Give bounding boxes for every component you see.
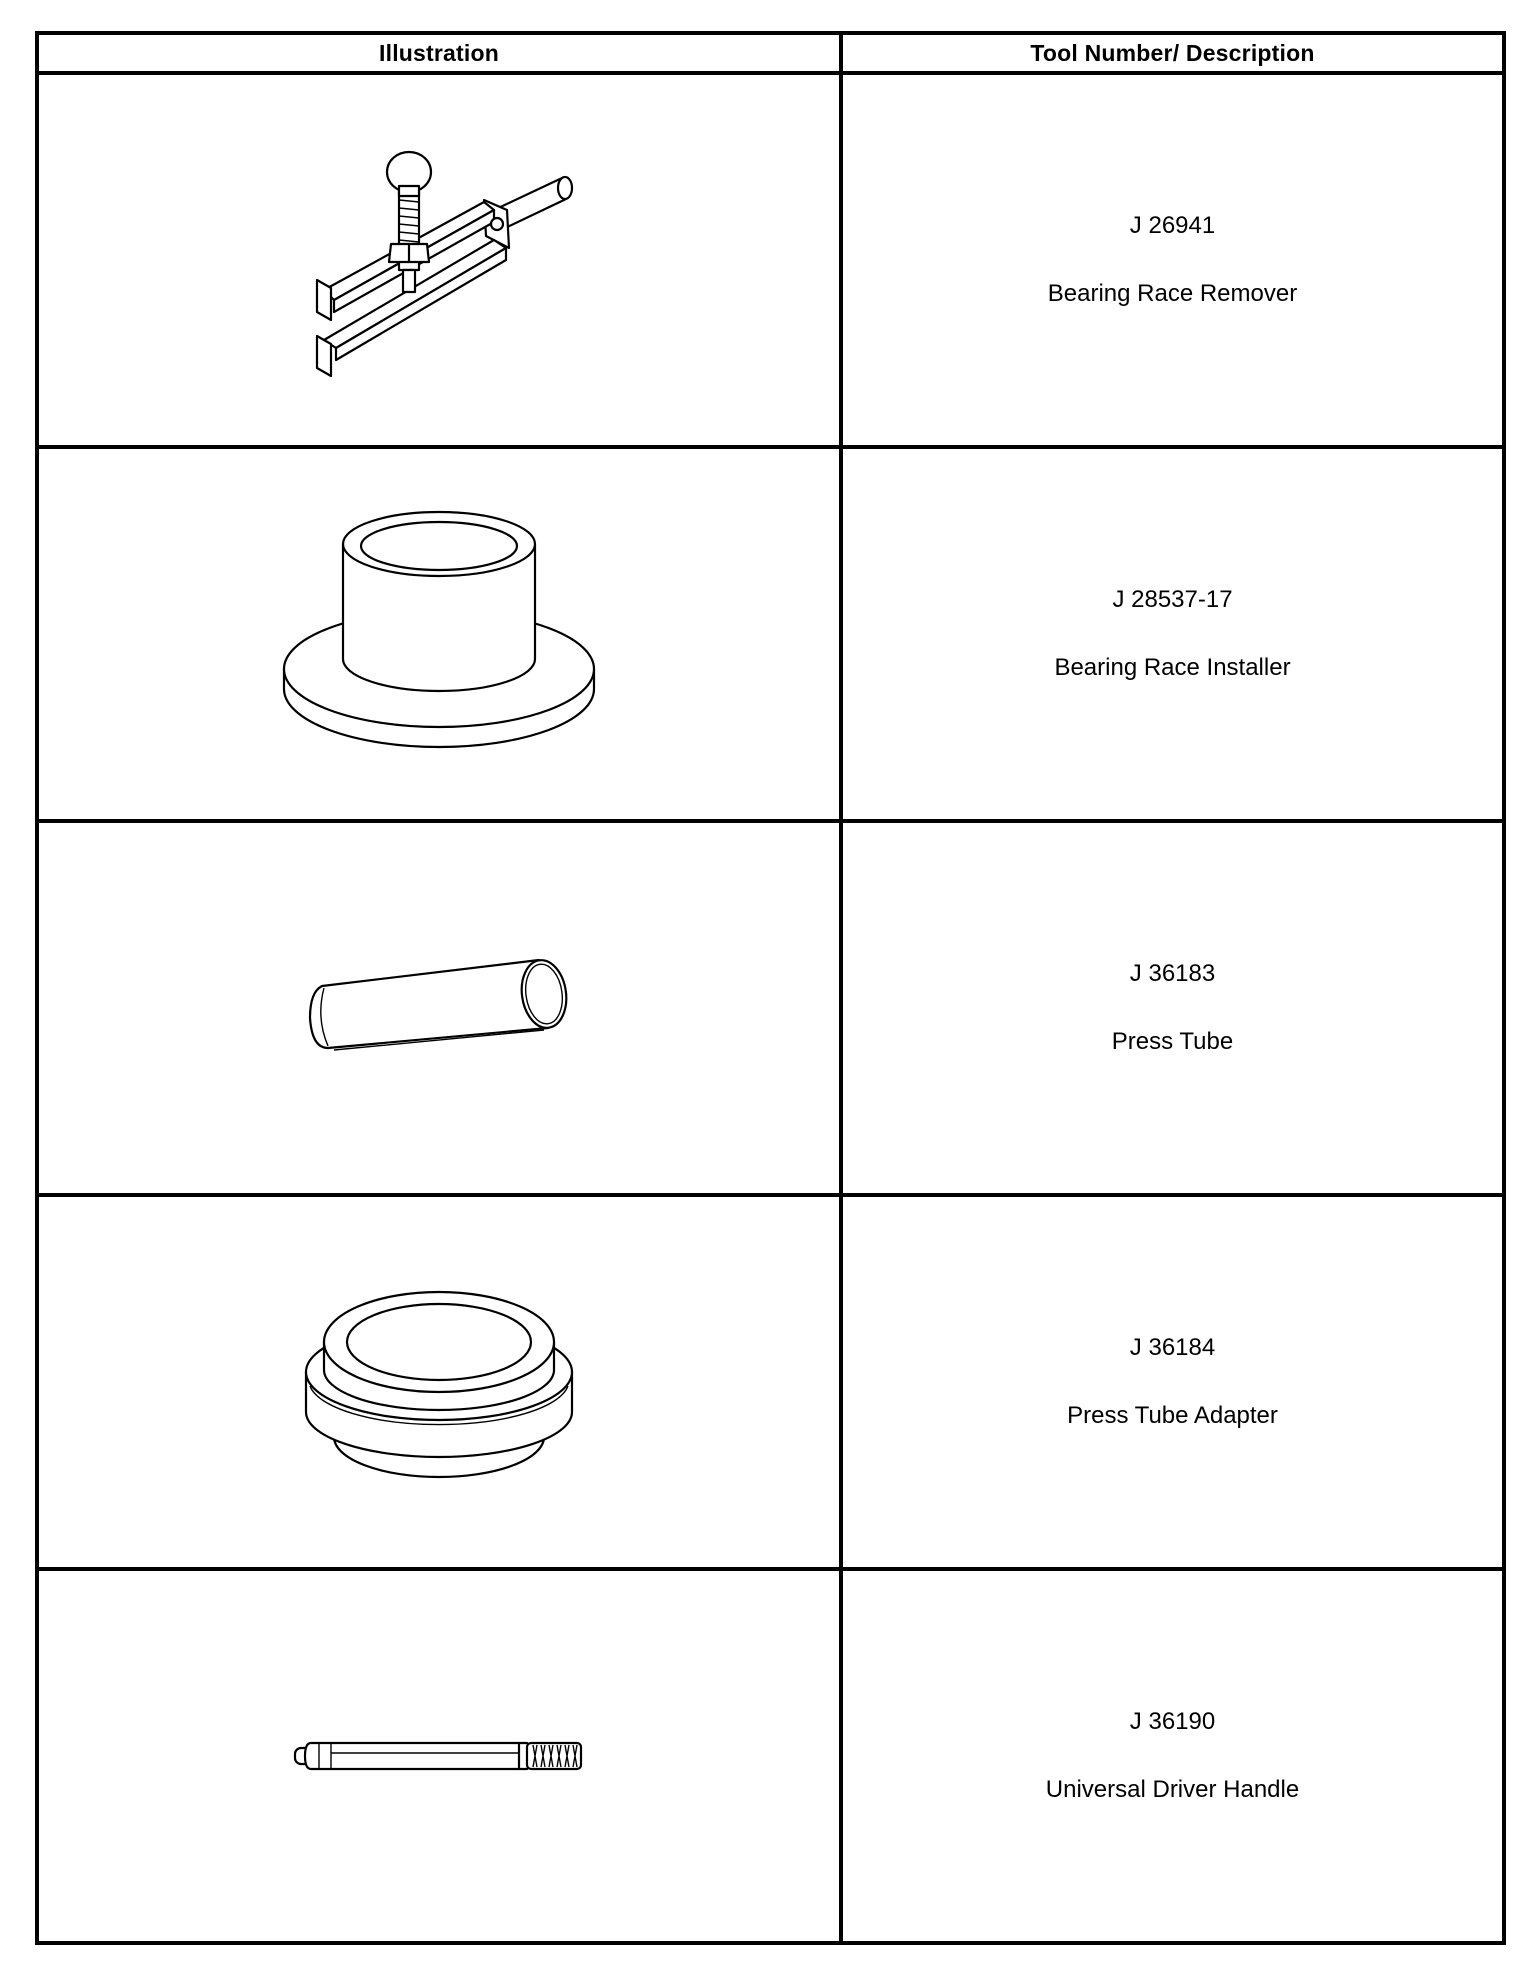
- table-header-row: [37, 33, 1504, 73]
- illustration-cell: [37, 1569, 841, 1943]
- press-tube-adapter-icon: [294, 1262, 584, 1502]
- table-row: [37, 447, 1504, 821]
- bearing-race-remover-icon: [279, 130, 599, 390]
- tool-info-cell: [841, 821, 1504, 1195]
- universal-driver-handle-icon: [289, 1731, 589, 1781]
- illustration-column-header: Illustration: [37, 33, 841, 73]
- tool-number: J 36184: [1129, 1334, 1216, 1361]
- press-tube-icon: [294, 948, 584, 1068]
- tool-description: Press Tube: [1111, 1028, 1234, 1055]
- tool-info-cell: [841, 73, 1504, 447]
- illustration-cell: [37, 447, 841, 821]
- tool-description: Bearing Race Remover: [1047, 280, 1298, 307]
- table-row: [37, 1569, 1504, 1943]
- tool-info-cell: [841, 1195, 1504, 1569]
- illustration-cell: [37, 821, 841, 1195]
- tool-number: J 28537-17: [1112, 586, 1233, 613]
- tool-number: J 36190: [1129, 1708, 1216, 1735]
- table-row: [37, 73, 1504, 447]
- tool-description: Press Tube Adapter: [1067, 1402, 1278, 1429]
- tool-description: Universal Driver Handle: [1045, 1776, 1300, 1803]
- tool-number: J 26941: [1129, 212, 1216, 239]
- tool-description: Bearing Race Installer: [1054, 654, 1291, 681]
- table-row: [37, 1195, 1504, 1569]
- table-row: [37, 821, 1504, 1195]
- illustration-cell: [37, 73, 841, 447]
- description-column-header: Tool Number/ Description: [841, 33, 1504, 73]
- tool-info-cell: [841, 1569, 1504, 1943]
- tool-info-cell: [841, 447, 1504, 821]
- special-tools-table: [35, 31, 1506, 1945]
- tool-number: J 36183: [1129, 960, 1216, 987]
- illustration-cell: [37, 1195, 841, 1569]
- bearing-race-installer-icon: [279, 504, 599, 764]
